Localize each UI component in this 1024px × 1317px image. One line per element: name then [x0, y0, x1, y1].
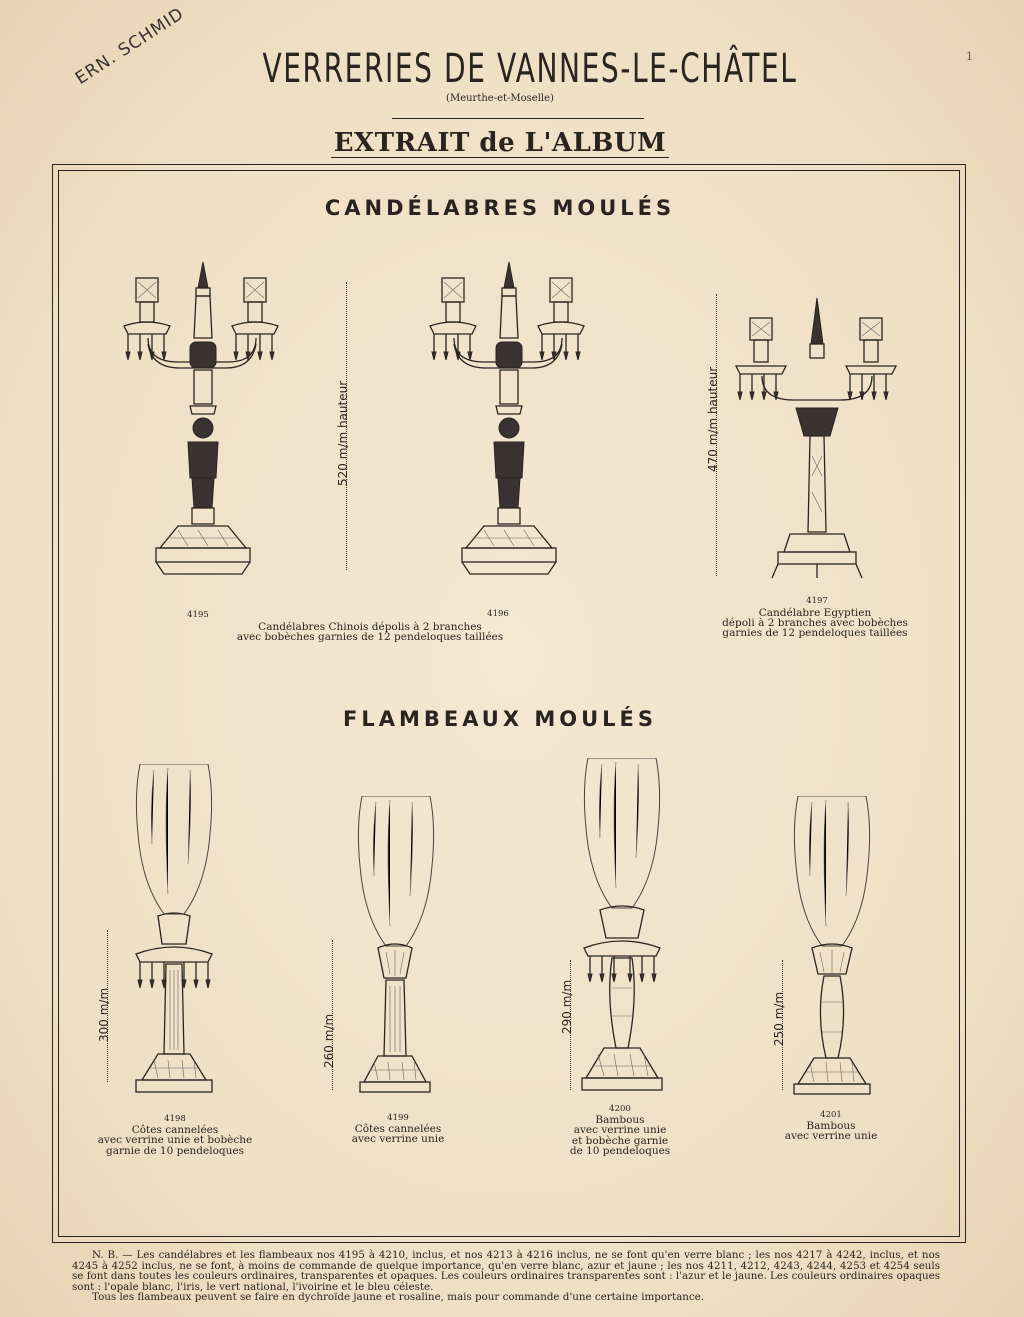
dimension-4198: 300 m/m — [97, 987, 111, 1042]
flambeau-4198-illustration — [128, 764, 220, 1096]
page-subtitle: (Meurthe-et-Moselle) — [446, 93, 554, 104]
caption-line: Côtes cannelées — [354, 1122, 442, 1135]
item-number-4199: 4199 — [387, 1113, 409, 1123]
caption-line: et bobèche garnie — [571, 1134, 669, 1147]
dimension-520: 520 m/m hauteur — [336, 380, 350, 486]
item-number-4195: 4195 — [187, 610, 209, 620]
caption-egyptien-line1: Candélabre Egyptien — [758, 607, 872, 619]
caption-line: avec verrine unie — [351, 1133, 445, 1145]
candelabra-4195-illustration — [118, 258, 288, 580]
caption-line: avec verrine unie — [573, 1124, 667, 1136]
dimension-4201: 250 m/m — [772, 991, 786, 1046]
dimension-4199: 260 m/m — [322, 1013, 336, 1068]
page-number: 1 — [966, 50, 973, 63]
album-underline — [331, 157, 669, 158]
item-number-4200: 4200 — [609, 1104, 631, 1114]
flambeau-caption-4199 — [330, 1113, 466, 1145]
caption-line: de 10 pendeloques — [569, 1145, 671, 1157]
album-title: EXTRAIT de L'ALBUM — [333, 128, 667, 158]
candelabra-4196-illustration — [424, 258, 594, 580]
caption-line: Bambous — [806, 1119, 856, 1132]
caption-line: avec verrine unie — [784, 1130, 878, 1142]
title-rule — [392, 118, 644, 119]
caption-chinois-line2: avec bobèches garnies de 12 pendeloques taillées — [236, 631, 504, 643]
item-number-4198: 4198 — [164, 1114, 186, 1124]
caption-egyptien-line3: garnies de 12 pendeloques taillées — [722, 627, 908, 639]
flambeau-caption-4201 — [766, 1110, 896, 1142]
caption-line: garnie de 10 pendeloques — [105, 1144, 245, 1157]
stamp-ern-schmid: ERN. SCHMID — [72, 3, 188, 89]
page-title: VERRERIES DE VANNES-LE-CHÂTEL — [262, 46, 798, 92]
caption-line: avec verrine unie et bobèche — [97, 1134, 253, 1146]
dimension-470: 470 m/m hauteur — [706, 366, 720, 472]
caption-chinois-line1: Candélabres Chinois dépolis à 2 branches — [258, 621, 482, 633]
flambeau-4199-illustration — [350, 796, 440, 1096]
caption-line: Côtes cannelées — [131, 1123, 219, 1136]
flambeau-4201-illustration — [786, 796, 878, 1096]
flambeau-caption-4200 — [550, 1104, 690, 1157]
section-title-candelabres: CANDÉLABRES MOULÉS — [324, 196, 676, 220]
item-number-4201: 4201 — [820, 1110, 842, 1120]
footnote — [72, 1250, 940, 1303]
footnote-dichroide: Tous les flambeaux peuvent se faire en dychroïde jaune et rosaline, mais pour commande d'une certaine importance. — [92, 1291, 705, 1303]
footnote-nb: N. B. — Les candélabres et les flambeaux nos 4195 à 4210, inclus, et nos 4213 à 4216 inclus, ne se font qu'en verre blanc ; les nos 4217 à 4242, inclus, et nos 4245 à 4252 inclus, ne se font, à moins de commande de quelque importance, qu'en verre blanc, azur et jaune ; les nos 4211, 4212, 4243, 4244, 4253 et 4254 seuls se font dans toutes les couleurs ordinaires, transparentes et opaques. Les couleurs ordinaires transparentes sont : l'azur et le jaune. Les couleurs ordinaires opaques sont : l'opale blanc, l'iris, le vert national, l'ivoirine et le bleu céleste. — [72, 1249, 940, 1293]
caption-egyptien-line2: dépoli à 2 branches avec bobèches — [722, 617, 908, 629]
candelabra-4197-illustration — [732, 296, 902, 580]
flambeau-4200-illustration — [576, 758, 668, 1096]
caption-line: Bambous — [595, 1113, 645, 1126]
item-number-4196: 4196 — [487, 609, 509, 619]
dimension-4200: 290 m/m — [560, 979, 574, 1034]
flambeau-caption-4198 — [90, 1114, 260, 1156]
item-number-4197: 4197 — [806, 596, 828, 606]
section-title-flambeaux: FLAMBEAUX MOULÉS — [342, 707, 658, 731]
